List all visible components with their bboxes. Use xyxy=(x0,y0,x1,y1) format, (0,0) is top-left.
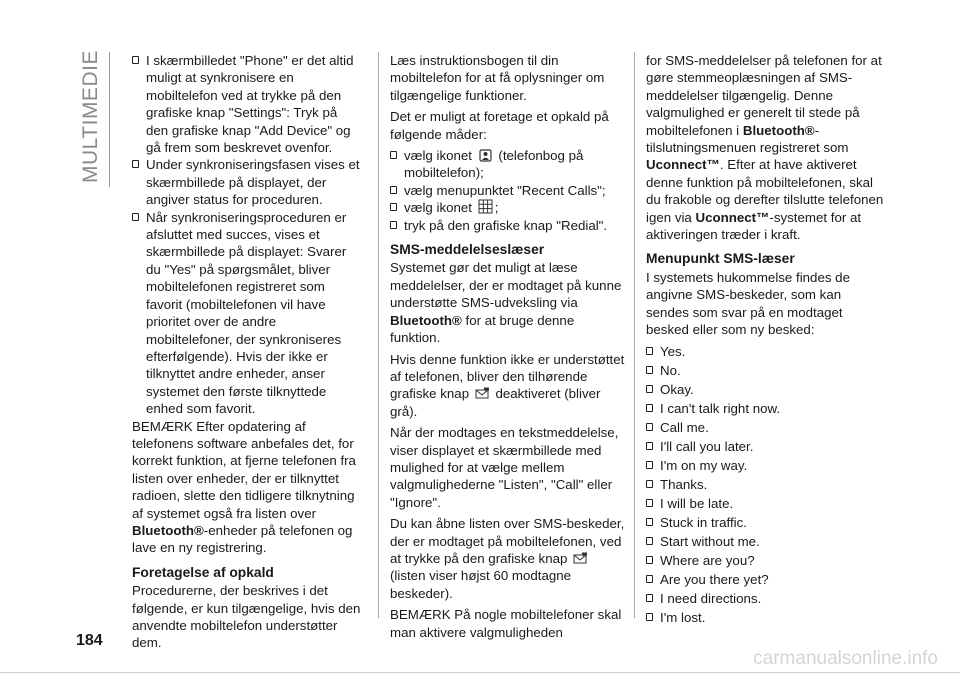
list-item: Where are you? xyxy=(646,552,886,569)
sms-menu-paragraph: I systemets hukommelse findes de angivne SMS-beskeder, som kan sendes som svar på en modtaget besked eller som ny besked: xyxy=(646,269,850,338)
option-text-d: . Efter at have aktiveret denne funktion på mobiltelefonen, skal du frakoble og derefter tilslutte telefonen igen via xyxy=(646,157,884,225)
bullet-settings: I skærmbilledet "Phone" er det altid muligt at synkronisere en mobiltelefon ved at trykke på den grafiske knap "Settings": Tryk på den grafiske knap "Add Device" og gå frem som beskrevet ovenfor. xyxy=(132,52,362,156)
footer-divider xyxy=(0,672,960,673)
sms-icon xyxy=(475,387,490,400)
option-uconnect-1: Uconnect™ xyxy=(646,157,720,173)
option-text-e: -systemet for at aktiveringen træder i kraft. xyxy=(646,209,862,243)
phonebook-icon xyxy=(478,149,493,162)
column-1 xyxy=(132,52,362,656)
column-divider-2 xyxy=(634,52,635,618)
list-item: I'm on my way. xyxy=(646,457,886,474)
option-text-a: for SMS-meddelelser på telefonen for at gøre stemmeoplæsningen af SMS-meddelelser tilgængelig. Denne valgmulighed er generelt til stede på mobiltelefonen i xyxy=(646,53,882,138)
sms-text-b: for at bruge denne funktion. xyxy=(390,312,575,346)
bullet-sync-success: Når synkroniseringsproceduren er afsluttet med succes, vises et skærmbillede på displayet: Svarer du "Yes" på spørgsmålet, bliver mobiltelefonen registreret som favorit (mobiltelefonen vil have prioritet over de andre mobiltelefoner, der synkroniseres efterfølgende). Hvis der ikke er tilknyttet andre enheder, anser systemet den første tilknyttede enhed som favorit. xyxy=(132,209,362,418)
page-number: 184 xyxy=(76,632,103,649)
sms-icon xyxy=(573,552,588,565)
call-methods-intro: Det er muligt at foretage et opkald på følgende måder: xyxy=(390,109,609,142)
sms-bluetooth: Bluetooth® xyxy=(390,312,462,328)
option-text-c: -tilslutningsmenuen registreret som xyxy=(646,122,849,156)
keypad-icon xyxy=(478,199,493,214)
note-bluetooth: Bluetooth® xyxy=(132,522,204,538)
sms-text-a: Systemet gør det muligt at læse meddelelser, der er modtaget på kunne understøtte SMS-udveksling via xyxy=(390,260,622,311)
column-2 xyxy=(390,52,625,645)
unsupported-text-b: deaktiveret (bliver grå). xyxy=(390,386,601,419)
list-item: Call me. xyxy=(646,419,886,436)
list-text-a: Du kan åbne listen over SMS-beskeder, der er modtaget på mobiltelefonen, ved at trykke på den grafiske knap xyxy=(390,516,625,566)
bullet-keypad-b: ; xyxy=(494,200,499,216)
sms-list-paragraph xyxy=(390,515,625,602)
list-text-b: (listen viser højst 60 modtagne beskeder). xyxy=(390,568,572,601)
sms-reader-paragraph xyxy=(390,259,625,346)
unsupported-text-a: Hvis denne funktion ikke er understøttet af telefonen, bliver den tilhørende grafiske knap xyxy=(390,351,625,402)
list-item: I need directions. xyxy=(646,590,886,607)
bullet-redial: tryk på den grafiske knap "Redial". xyxy=(390,217,625,234)
preset-messages-list xyxy=(646,343,886,626)
bullet-phonebook xyxy=(390,147,625,182)
instructions-paragraph: Læs instruktionsbogen til din mobiltelefon for at få oplysninger om tilgængelige funktioner. xyxy=(390,53,605,103)
option-bluetooth: Bluetooth® xyxy=(742,122,815,138)
list-item: Are you there yet? xyxy=(646,571,886,588)
note-text-a: BEMÆRK Efter opdatering af telefonens software anbefales det, for korrekt funktion, at fjerne telefonen fra listen over enheder, der er tilknyttet radioen, slette den tidligere tilknytning af systemet også fra listen over xyxy=(132,418,356,521)
list-item: I'll call you later. xyxy=(646,438,886,455)
sms-option-paragraph xyxy=(646,52,886,243)
bullet-recent-calls: vælg menupunktet "Recent Calls"; xyxy=(390,182,625,199)
list-item: I'm lost. xyxy=(646,609,886,626)
option-uconnect-2: Uconnect™ xyxy=(695,209,770,225)
column-3 xyxy=(646,52,886,628)
list-item: Yes. xyxy=(646,343,886,360)
section-title-text: MULTIMEDIE xyxy=(79,50,102,183)
section-divider xyxy=(109,52,110,187)
column-divider-1 xyxy=(378,52,379,618)
list-item: Start without me. xyxy=(646,533,886,550)
heading-calls: Foretagelse af opkald xyxy=(132,564,274,580)
watermark: carmanualsonline.info xyxy=(753,648,938,669)
bullet-keypad xyxy=(390,199,625,216)
bullet-phonebook-b: (telefonbog på mobiltelefon); xyxy=(404,148,584,181)
note-software-update xyxy=(132,418,362,557)
note-text-b: -enheder på telefonen og lave en ny registrering. xyxy=(132,522,353,556)
sms-received-paragraph: Når der modtages en tekstmeddelelse, viser displayet et skærmbillede med mulighed for at vælge mellem valgmulighederne "Listen", "Call" eller "Ignore". xyxy=(390,425,619,510)
heading-sms-menu: Menupunkt SMS-læser xyxy=(646,251,795,267)
list-item: No. xyxy=(646,362,886,379)
list-item: I will be late. xyxy=(646,495,886,512)
list-item: I can't talk right now. xyxy=(646,400,886,417)
list-item: Stuck in traffic. xyxy=(646,514,886,531)
bullet-sync-status: Under synkroniseringsfasen vises et skærmbillede på displayet, der angiver status for proceduren. xyxy=(132,156,362,208)
bullet-keypad-a: vælg ikonet xyxy=(404,200,476,216)
heading-sms-reader: SMS-meddelelseslæser xyxy=(390,242,545,258)
section-title xyxy=(78,50,106,188)
calls-paragraph: Procedurerne, der beskrives i det følgende, er kun tilgængelige, hvis den anvendte mobiltelefon understøtter dem. xyxy=(132,583,361,651)
list-item: Okay. xyxy=(646,381,886,398)
sms-unsupported-paragraph xyxy=(390,351,625,421)
bullet-phonebook-a: vælg ikonet xyxy=(404,148,476,164)
list-item: Thanks. xyxy=(646,476,886,493)
note-sms-option: BEMÆRK På nogle mobiltelefoner skal man aktivere valgmuligheden xyxy=(390,607,622,640)
